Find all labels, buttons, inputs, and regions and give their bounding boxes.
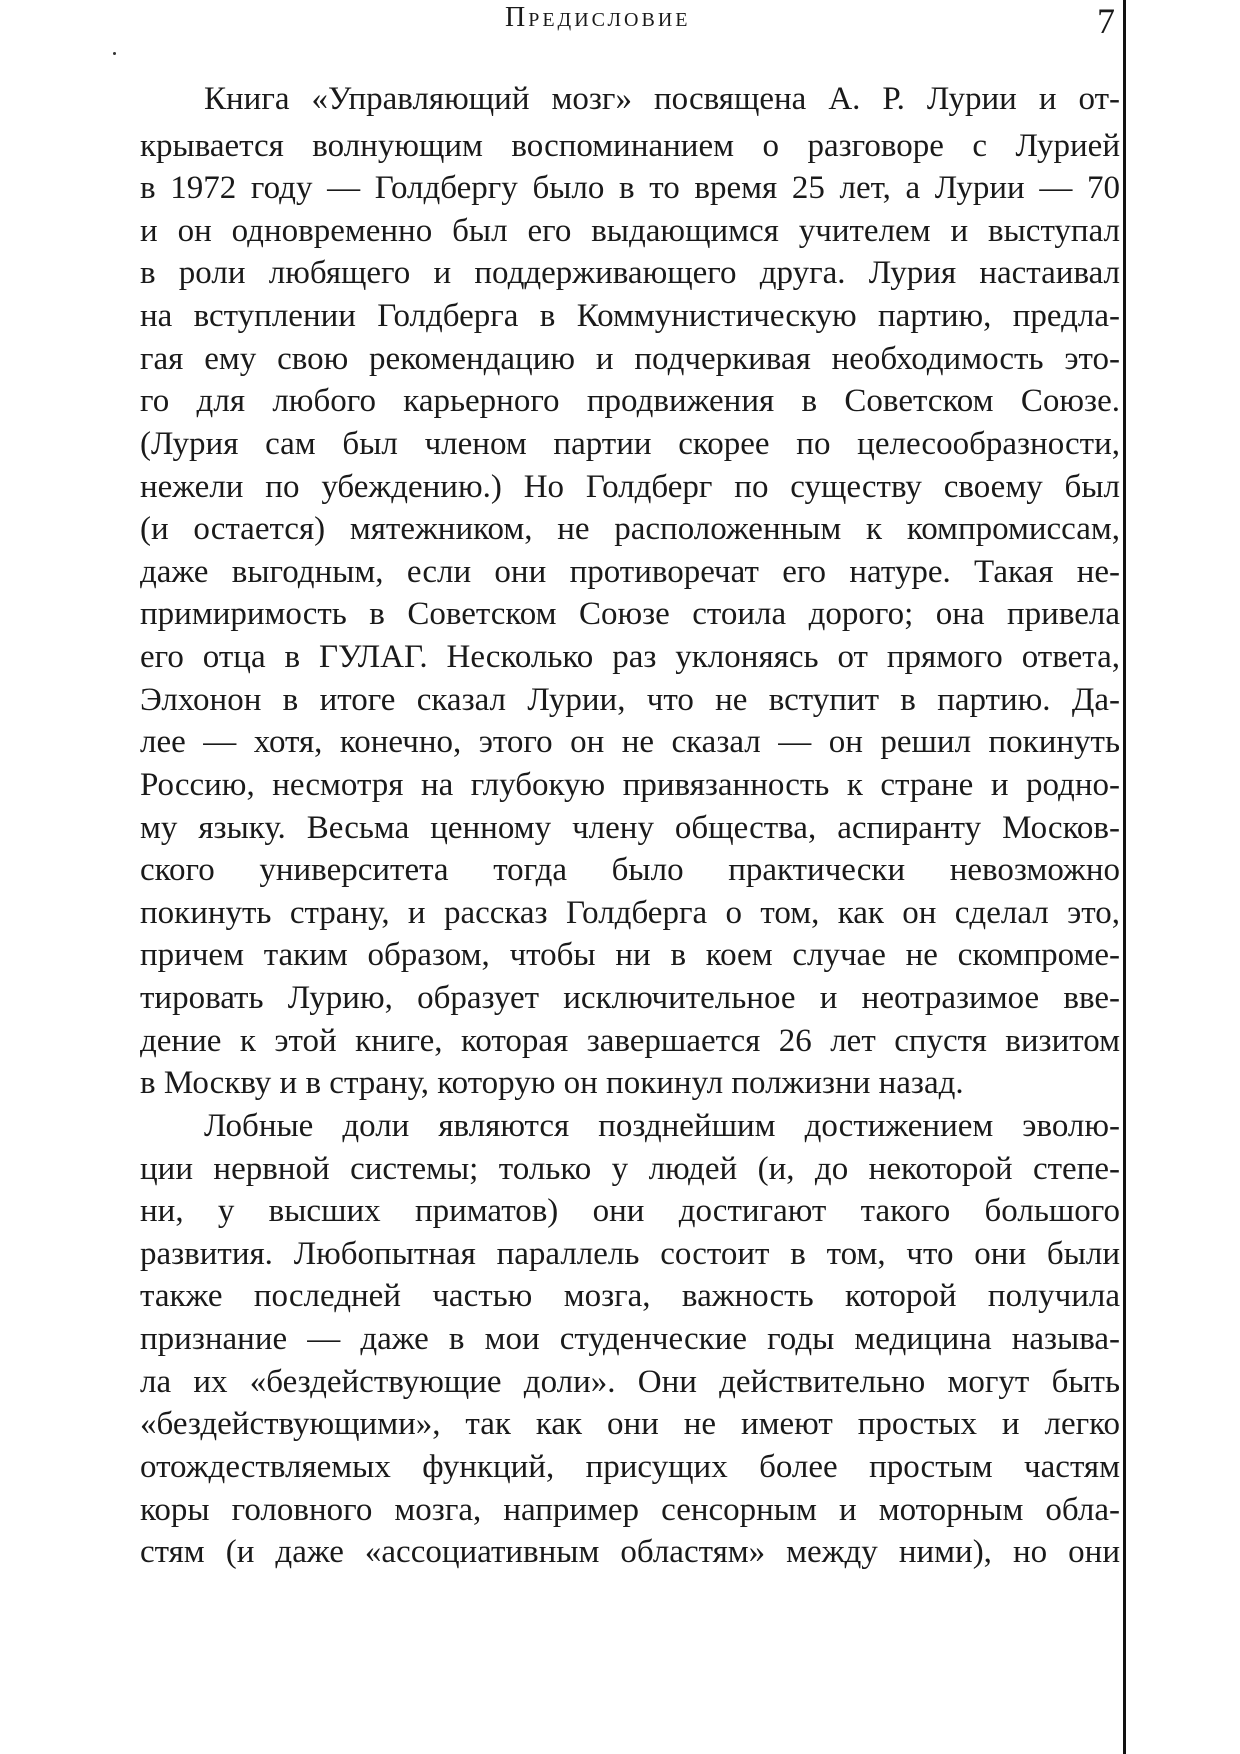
text-line: в 1972 году — Голдбергу было в то время 25 лет, а Лурии — 70 xyxy=(140,170,1120,206)
text-line: также последней частью мозга, важность которой получила xyxy=(140,1278,1120,1314)
text-line: му языку. Весьма ценному члену общества, аспиранту Москов- xyxy=(140,810,1120,846)
text-line: в роли любящего и поддерживающего друга. Лурия настаивал xyxy=(140,255,1120,291)
text-line: даже выгодным, если они противоречат его натуре. Такая не- xyxy=(140,554,1120,590)
text-line: примиримость в Советском Союзе стоила дорого; она привела xyxy=(140,596,1120,632)
text-line: (и остается) мятежником, не расположенным к компромиссам, xyxy=(140,511,1120,547)
text-line: Книга «Управляющий мозг» посвящена А. Р. Лурии и от- xyxy=(204,81,1120,117)
text-line: коры головного мозга, например сенсорным и моторным обла- xyxy=(140,1492,1120,1528)
text-line: развития. Любопытная параллель состоит в том, что они были xyxy=(140,1236,1120,1272)
text-line: причем таким образом, чтобы ни в коем случае не скомпроме- xyxy=(140,937,1120,973)
text-line: ции нервной системы; только у людей (и, до некоторой степе- xyxy=(140,1151,1120,1187)
text-line: Лобные доли являются позднейшим достижением эволю- xyxy=(204,1108,1120,1144)
text-line: отождествляемых функций, присущих более простым частям xyxy=(140,1449,1120,1485)
text-line: гая ему свою рекомендацию и подчеркивая необходимость это- xyxy=(140,341,1120,377)
print-speck xyxy=(113,52,116,55)
page-number: 7 xyxy=(1097,1,1115,41)
text-line: го для любого карьерного продвижения в Советском Союзе. xyxy=(140,383,1120,419)
text-line: (Лурия сам был членом партии скорее по целесообразности, xyxy=(140,426,1120,462)
text-line: ского университета тогда было практически невозможно xyxy=(140,852,1120,888)
text-line: тировать Лурию, образует исключительное и неотразимое вве- xyxy=(140,980,1120,1016)
text-line: дение к этой книге, которая завершается 26 лет спустя визитом xyxy=(140,1023,1120,1059)
text-line: крывается волнующим воспоминанием о разговоре с Лурией xyxy=(140,128,1120,164)
text-line: нежели по убеждению.) Но Голдберг по существу своему был xyxy=(140,469,1120,505)
text-line: и он одновременно был его выдающимся учителем и выступал xyxy=(140,213,1120,249)
text-line: на вступлении Голдберга в Коммунистическую партию, предла- xyxy=(140,298,1120,334)
text-line: признание — даже в мои студенческие годы медицина называ- xyxy=(140,1321,1120,1357)
text-line: «бездействующими», так как они не имеют простых и легко xyxy=(140,1406,1120,1442)
text-line: ни, у высших приматов) они достигают такого большого xyxy=(140,1193,1120,1229)
text-line: Элхонон в итоге сказал Лурии, что не вступит в партию. Да- xyxy=(140,682,1120,718)
running-title: Предисловие xyxy=(505,2,691,33)
text-line: покинуть страну, и рассказ Голдберга о том, как он сделал это, xyxy=(140,895,1120,931)
page-edge xyxy=(1123,0,1126,1754)
text-line: в Москву и в страну, которую он покинул полжизни назад. xyxy=(140,1065,964,1101)
text-line: ла их «бездействующие доли». Они действительно могут быть xyxy=(140,1364,1120,1400)
text-line: его отца в ГУЛАГ. Несколько раз уклоняясь от прямого ответа, xyxy=(140,639,1120,675)
text-line: лее — хотя, конечно, этого он не сказал — он решил покинуть xyxy=(140,724,1120,760)
text-line: Россию, несмотря на глубокую привязанность к стране и родно- xyxy=(140,767,1120,803)
text-line: стям (и даже «ассоциативным областям» между ними), но они xyxy=(140,1534,1120,1570)
